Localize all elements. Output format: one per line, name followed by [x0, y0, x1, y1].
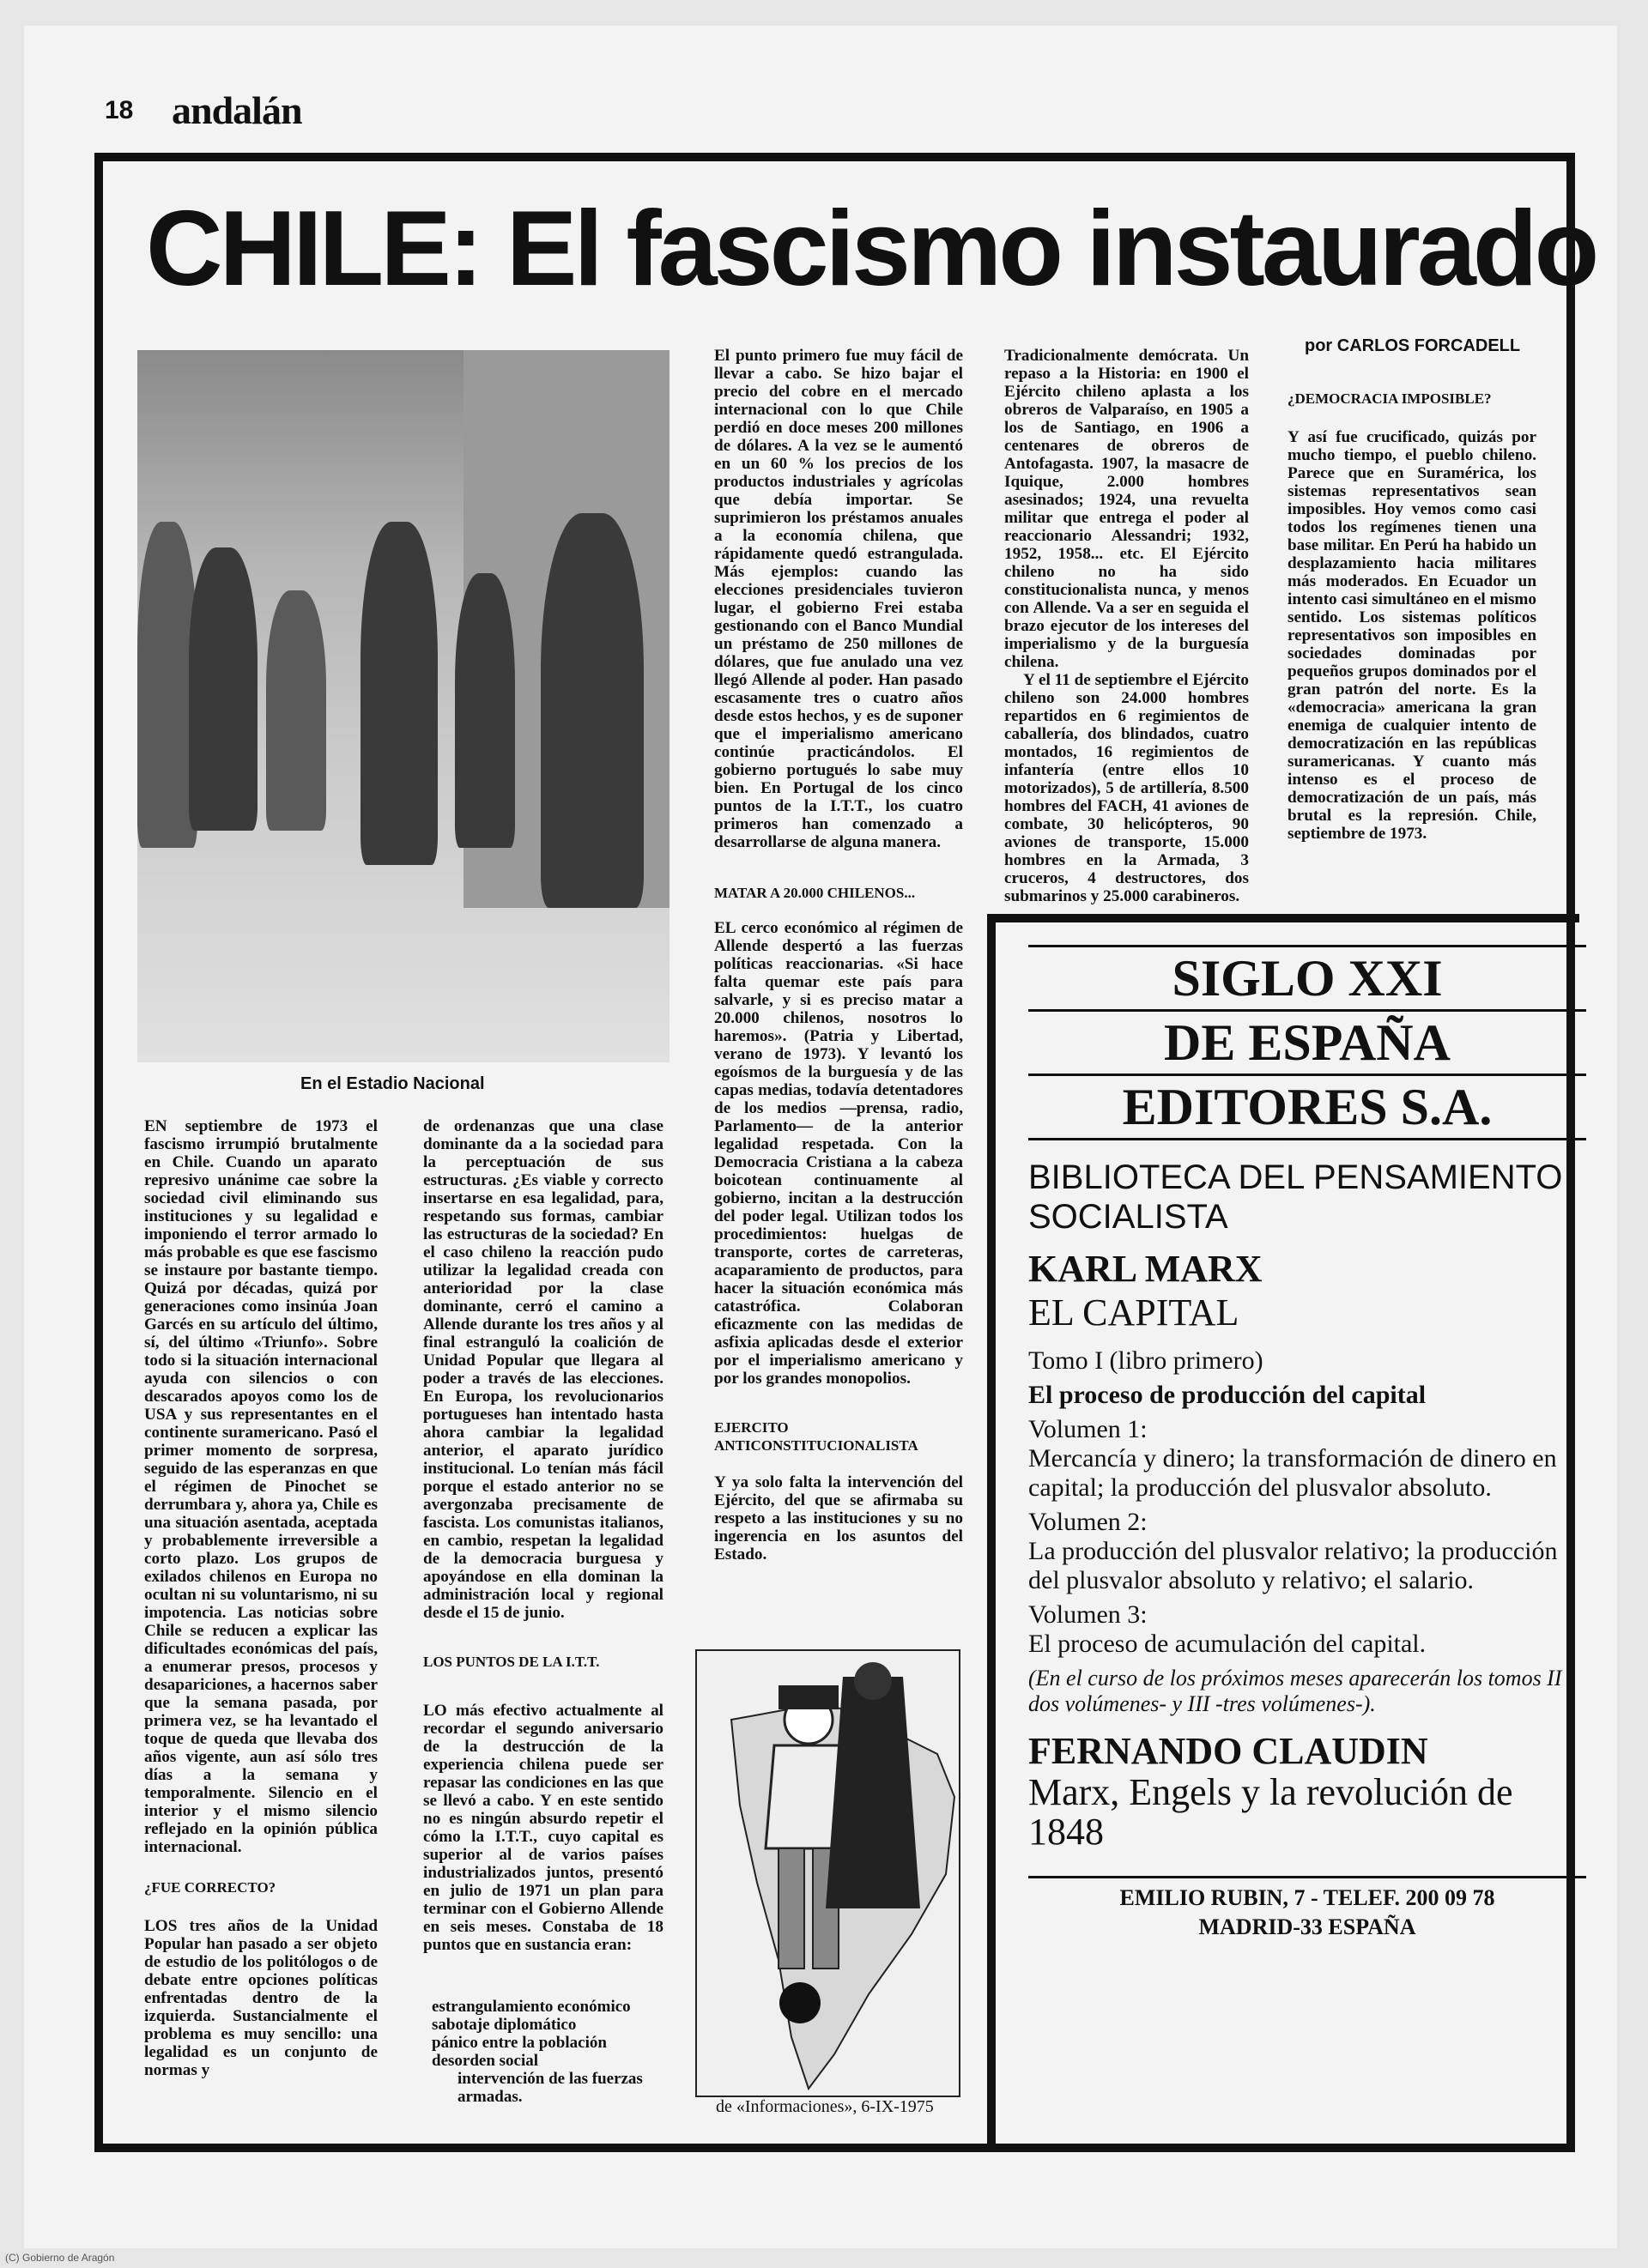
ad-rule: [1028, 1876, 1586, 1878]
ad-volume-2-text: La producción del plusvalor relativo; la producción del plusvalor absoluto y relativo; el salario.: [1028, 1537, 1558, 1594]
photo-figure: [541, 513, 644, 908]
ad-rule: [1028, 1074, 1586, 1076]
photo-figure: [266, 590, 326, 831]
copyright-notice: (C) Gobierno de Aragón: [5, 2252, 115, 2264]
paragraph-intervencion: Y ya solo falta la intervención del Ejército, del que se afirmaba su respeto a las instituciones y su no ingerencia en los asuntos del Estado.: [714, 1473, 963, 1563]
ad-publisher-line-1: SIGLO XXI: [1172, 950, 1443, 1007]
headline: CHILE: El fascismo instaurado: [146, 190, 1596, 308]
ad-volume-2: Volumen 2:: [1028, 1508, 1148, 1536]
subhead-democracia: ¿DEMOCRACIA IMPOSIBLE?: [1288, 390, 1492, 407]
ad-subtitle: El proceso de producción del capital: [1028, 1381, 1427, 1409]
paragraph-intro: EN septiembre de 1973 el fascismo irrumpió brutalmente en Chile. Cuando un aparato represivo unánime cae sobre la sociedad civil eliminando sus instituciones y su legalidad e imponiendo el terror armado lo más probable es que ese fascismo se instaure por bastante tiempo. Quizá por décadas, quizá por generaciones como insinúa Joan Garcés en su artículo del último, sí, del último «Triunfo». Sobre todo si la situación internacional ayuda con silencios o con descarados apoyos como los de USA y sus representantes en el continente suramericano. Pasó el primer momento de sorpresa, seguido de las esperanzas en que el régimen de Pinochet se derrumbara y, ahora ya, Chile es una situación asentada, aceptada y probablemente irreversible a corto plazo. Los grupos de exilados chilenos en Europa no ocultan ni su voluntarismo, ni su impotencia. Las noticias sobre Chile se reducen a explicar las dificultades económicas del país, a enumerar presos, procesos y desapariciones, a hacernos saber que la semana pasada, por primera vez, se ha levantado el toque de queda que llevaba dos años vigente, aun así sólo tres días a la semana y temporalmente. Silencio en el interior y el mismo silencio reflejado en la opinión pública internacional.: [144, 1117, 378, 1856]
ad-rule: [1028, 945, 1586, 947]
cartoon-credit: de «Informaciones», 6-IX-1975: [716, 2097, 934, 2116]
siglo-xxi-advertisement: [987, 914, 1579, 2150]
photo-figure: [360, 522, 438, 865]
masthead: andalán: [172, 88, 302, 132]
photo-figure: [189, 547, 258, 831]
article-column-3: [714, 347, 963, 1563]
ad-volume-1-text: Mercancía y dinero; la transformación de dinero en capital; la producción del plusvalor absoluto.: [1028, 1444, 1557, 1502]
article-column-5: [1288, 390, 1536, 843]
photo-caption: En el Estadio Nacional: [300, 1074, 485, 1093]
article-column-4: [1004, 347, 1249, 905]
photo-figure: [455, 573, 515, 848]
ad-volume-1: Volumen 1:: [1028, 1415, 1148, 1443]
list-item: estrangulamiento económico: [432, 1998, 631, 2016]
ad-author-claudin: FERNANDO CLAUDIN: [1028, 1730, 1428, 1772]
ad-tomo: Tomo I (libro primero): [1028, 1346, 1263, 1375]
ad-author-marx: KARL MARX: [1028, 1248, 1263, 1290]
paragraph-legalidad: de ordenanzas que una clase dominante da a la sociedad para la perceptuación de sus estructuras. ¿Es viable y correcto insertarse en esa legalidad, para, respetando sus formas, cambiar las estructuras de la sociedad? En el caso chileno la reacción pudo utilizar la legalidad creada con anterioridad por la clase dominante, cerró el camino a Allende durante los tres años y al final estranguló la coalición de Unidad Popular que llegara al poder a través de las elecciones. En Europa, los revolucionarios portugueses han intentado hasta ahora cambiar la legalidad anterior, el aparato jurídico institucional. Lo tenían más fácil porque el estado anterior no se avergonzaba precisamente de fascista. Los comunistas italianos, en cambio, respetan la legalidad de la democracia burguesa y apoyándose en ella dominan la administración local y regional desde el 15 de junio.: [423, 1117, 663, 1622]
ad-note: (En el curso de los próximos meses aparecerán los tomos II -dos volúmenes- y III -tres volúmenes-).: [1028, 1666, 1575, 1716]
ad-series: BIBLIOTECA DEL PENSAMIENTO SOCIALISTA: [1028, 1158, 1563, 1236]
ad-publisher-line-3: EDITORES S.A.: [1122, 1079, 1493, 1135]
ad-title-capital: EL CAPITAL: [1028, 1291, 1239, 1334]
political-cartoon: [695, 1649, 960, 2097]
stadium-photo: [137, 350, 670, 1062]
paragraph-punto-primero: El punto primero fue muy fácil de llevar a cabo. Se hizo bajar el precio del cobre en el mercado internacional con lo que Chile perdió en doce meses 200 millones de dólares. A la vez se le aumentó en un 60 % los precios de los productos industriales y agrícolas que debía importar. Se suprimieron los préstamos anuales a la economía chilena, que rápidamente quedó estrangulada. Más ejemplos: cuando las elecciones presidenciales tuvieron lugar, el gobierno Frei estaba gestionando con el Banco Mundial un préstamo de 250 millones de dólares, que fue anulado una vez llegó Allende al poder. Han pasado escasamente tres o cuatro años desde estos hechos, y es de suponer que el imperialismo americano continúe practicándolos. El gobierno portugués lo sabe muy bien. En Portugal de los cinco puntos de la I.T.T., los cuatro primeros han comenzado a desarrollarse de alguna manera.: [714, 347, 963, 851]
paragraph-crucificado: Y así fue crucificado, quizás por mucho tiempo, el pueblo chileno. Parece que en Suramérica, los sistemas representativos sean imposibles. Hoy vemos como casi todos los regímenes tienen una base militar. En Perú ha habido un desplazamiento hacia militares más moderados. En Ecuador un intento casi simultáneo en el mismo sentido. Los sistemas políticos representativos son imposibles en sociedades dominadas por pequeños grupos dominados por el gran patrón del norte. Es la «democracia» americana la gran enemiga de cualquier intento de democratización en las repúblicas suramericanas. Y cuanto más intenso es el proceso de democratización de un país, más brutal es la represión. Chile, septiembre de 1973.: [1288, 428, 1536, 843]
ad-rule: [1028, 1009, 1586, 1012]
ad-title-revolucion: Marx, Engels y la revolución de 1848: [1028, 1771, 1513, 1853]
article-column-1: [144, 1117, 378, 2079]
page-number: 18: [105, 96, 134, 124]
cartoon-drawing: [697, 1651, 959, 2096]
subhead-ejercito: EJERCITO ANTICONSTITUCIONALISTA: [714, 1419, 918, 1454]
list-item: sabotaje diplomático: [432, 2016, 577, 2034]
subhead-fue-correcto: ¿FUE CORRECTO?: [144, 1879, 276, 1896]
subhead-matar: MATAR A 20.000 CHILENOS...: [714, 885, 916, 901]
ad-city: MADRID-33 ESPAÑA: [1198, 1914, 1416, 1939]
paragraph-cerco: EL cerco económico al régimen de Allende despertó a las fuerzas políticas reaccionarias. «Si hace falta quemar este país para salvarle, y si es preciso matar a 20.000 chilenos, nosotros lo haremos». (Patria y Libertad, verano de 1973). Y levantó los egoísmos de la burguesía y de las capas medias, todavía detentadores de los medios —prensa, radio, Parlamento— de la anterior legalidad respetada. Con la Democracia Cristiana a la cabeza boicotean continuamente al gobierno, incitan a la destrucción del poder legal. Utilizan todos los procedimientos: huelgas de transporte, cortes de carreteras, acaparamiento de productos, para hacer la situación económica más catastrófica. Colaboran eficazmente con las medidas de asfixia aplicadas desde el exterior por el imperialismo americano y por los grandes monopolios.: [714, 919, 963, 1388]
subhead-puntos-itt: LOS PUNTOS DE LA I.T.T.: [423, 1654, 600, 1670]
paragraph-11-septiembre: Y el 11 de septiembre el Ejército chileno son 24.000 hombres repartidos en 6 regimientos de caballería, dos blindados, cuatro montados, 16 regimientos de infantería (entre ellos 10 motorizados), 5 de artillería, 8.500 hombres del FACH, 41 aviones de combate, 30 helicópteros, 90 aviones de transporte, 15.000 hombres en la Armada, 3 cruceros, 4 destructores, dos submarinos y 25.000 carabineros.: [1004, 671, 1249, 905]
paragraph-itt: LO más efectivo actualmente al recordar el segundo aniversario de la destrucción de la experiencia chilena puede ser repasar las condiciones en las que se llevó a cabo. Y en este sentido no es ningún absurdo repetir el cómo la I.T.T., cuyo capital es superior al de varios países industrializados juntos, presentó en julio de 1971 un plan para terminar con el Gobierno Allende en seis meses. Constaba de 18 puntos que en sustancia eran:: [423, 1702, 663, 1954]
article-column-2: [423, 1117, 663, 1954]
list-item: desorden social: [432, 2052, 539, 2070]
list-item: intervención de las fuerzas armadas.: [457, 2070, 643, 2106]
paragraph-historia: Tradicionalmente demócrata. Un repaso a la Historia: en 1900 el Ejército chileno aplasta a los obreros de Valparaíso, en 1905 a los de Santiago, en 1906 a centenares de obreros de Antofagasta. 1907, la masacre de Iquique, 2.000 hombres asesinados; 1924, una revuelta militar que entrega el poder al reaccionario Alessandri; 1932, 1952, 1958... etc. El Ejército chileno no ha sido constitucionalista nunca, y menos con Allende. Va a ser en seguida el brazo ejecutor de los intereses del imperialismo y de la burguesía chilena.: [1004, 347, 1249, 671]
list-item: pánico entre la población: [432, 2034, 607, 2052]
ad-rule: [1028, 1138, 1586, 1140]
itt-points-list: [432, 1998, 663, 2106]
ad-publisher-line-2: DE ESPAÑA: [1164, 1014, 1451, 1071]
ad-volume-3-text: El proceso de acumulación del capital.: [1028, 1630, 1427, 1658]
byline: por CARLOS FORCADELL: [1305, 336, 1521, 355]
paragraph-unidad-popular: LOS tres años de la Unidad Popular han pasado a ser objeto de estudio de los politólogos o de debate entre opciones políticas enfrentadas dentro de la izquierda. Sustancialmente el problema es muy sencillo: una legalidad es un conjunto de normas y: [144, 1917, 378, 2079]
ad-address: EMILIO RUBIN, 7 - TELEF. 200 09 78: [1119, 1885, 1495, 1910]
ad-volume-3: Volumen 3:: [1028, 1600, 1148, 1629]
